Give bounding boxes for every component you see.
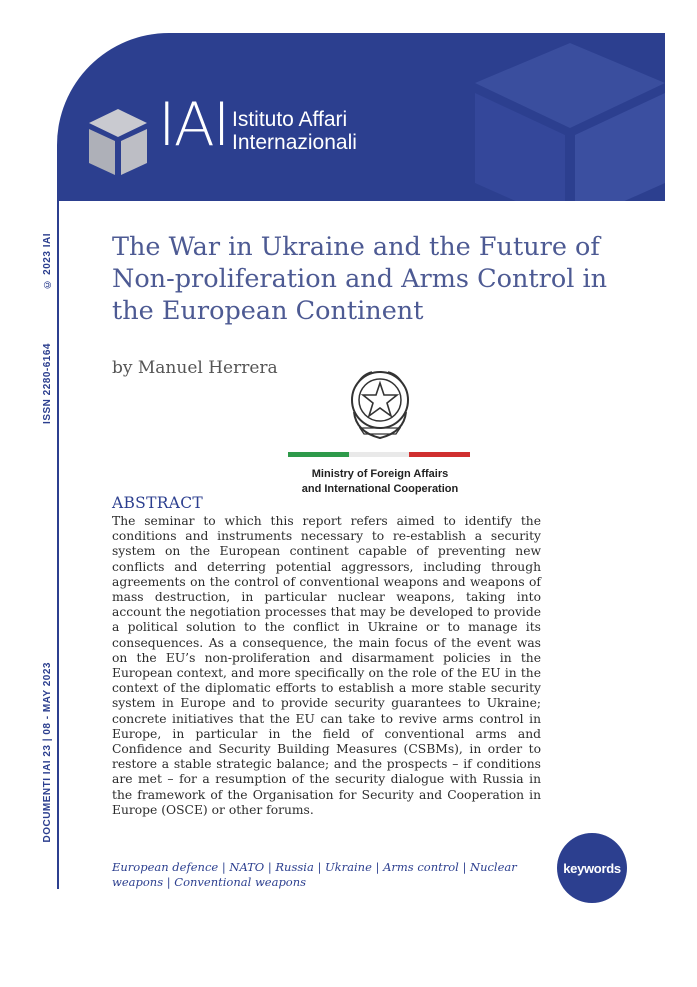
series-label: DOCUMENTI IAI 23 | 08 - MAY 2023 bbox=[42, 662, 53, 843]
ministry-label bbox=[290, 467, 470, 497]
ministry-line2: and International Cooperation bbox=[301, 483, 459, 495]
copyright-label: © 2023 IAI bbox=[42, 233, 53, 290]
flag-white bbox=[349, 452, 410, 457]
header-banner bbox=[57, 33, 665, 201]
flag-green bbox=[288, 452, 349, 457]
author-byline: by Manuel Herrera bbox=[112, 358, 278, 378]
logo-name-line1: Istituto Affari bbox=[232, 108, 348, 131]
keywords-badge: keywords bbox=[557, 833, 627, 903]
keywords-list: European defence | NATO | Russia | Ukraine | Arms control | Nuclear weapons | Conventional weapons bbox=[112, 860, 517, 889]
iai-cube-logo-icon bbox=[85, 103, 151, 179]
sidebar-rule bbox=[57, 201, 59, 889]
abstract-heading: ABSTRACT bbox=[112, 494, 204, 512]
cube-decoration-icon bbox=[455, 33, 665, 201]
flag-red bbox=[409, 452, 470, 457]
abstract-text: The seminar to which this report refers aimed to identify the conditions and instruments necessary to re-establish a security system on the European continent capable of preventing new conflicts and deterring potential aggressors, including through agreements on the control of conventional weapons and weapons of mass destruction, in particular nuclear weapons, taking into account the negotiation processes that may be developed to provide a political solution to the conflict in Ukraine or to manage its consequences. As a consequence, the main focus of the event was on the EU’s non-proliferation and disarmament policies in the European context, and more specifically on the role of the EU in the context of the diplomatic efforts to establish a more stable security system in Europe and to provide security guarantees to Ukraine; concrete initiatives that the EU can take to revive arms control in Europe, in particular in the field of conventional arms and Confidence and Security Building Measures (CSBMs), in order to restore a stable strategic balance; and the prospects – if conditions are met – for a resumption of the security dialogue with Russia in the framework of the Organisation for Security and Cooperation in Europe (OSCE) or other forums. bbox=[112, 514, 541, 817]
italian-flag-bar bbox=[288, 452, 470, 457]
issn-label: ISSN 2280-6164 bbox=[42, 343, 53, 424]
logo-name-line2: Internazionali bbox=[232, 131, 357, 154]
logo-institute-name bbox=[232, 108, 357, 154]
document-title: The War in Ukraine and the Future of Non-proliferation and Arms Control in the European Continent bbox=[112, 232, 608, 326]
ministry-line1: Ministry of Foreign Affairs bbox=[311, 468, 449, 480]
logo-abbreviation: IAI bbox=[158, 90, 229, 160]
italian-republic-emblem-icon bbox=[346, 366, 414, 442]
